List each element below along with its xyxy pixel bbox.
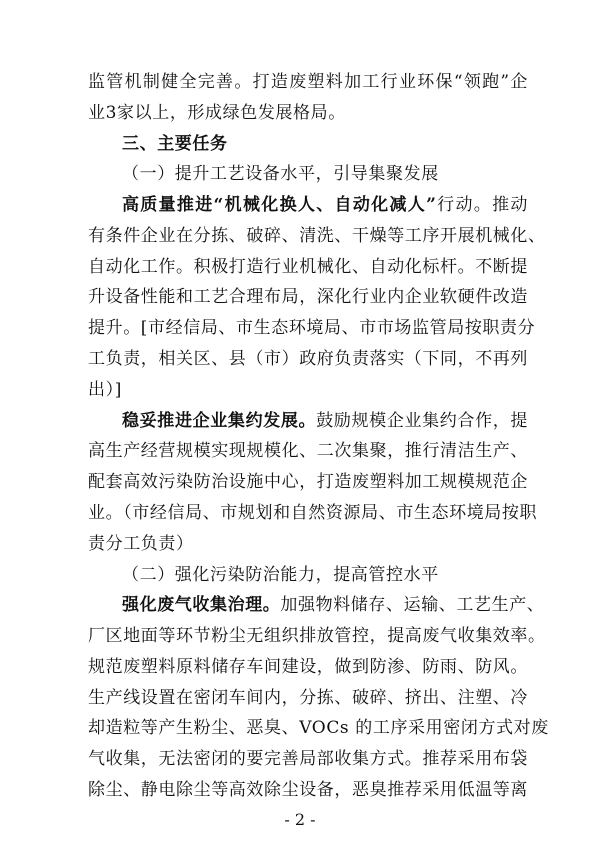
paragraph-3-line-2: 厂区地面等环节粉尘无组织排放管控，提高废气收集效率。: [88, 626, 546, 647]
paragraph-1-line-4: 升设备性能和工艺合理布局，深化行业内企业软硬件改造: [88, 287, 528, 308]
paragraph-1-lead: 高质量推进“机械化换人、自动化减人”: [122, 195, 437, 216]
paragraph-3-line-4: 生产线设置在密闭车间内，分拣、破碎、挤出、注塑、冷: [88, 687, 528, 708]
paragraph-1-line-1: [122, 195, 528, 215]
paragraph-3-line-6: 气收集，无法密闭的要完善局部收集方式。推荐采用布袋: [88, 749, 528, 770]
paragraph-1-line-5: 提升。[市经信局、市生态环境局、市市场监管局按职责分: [88, 318, 536, 339]
paragraph-2-line-5: 责分工负责）: [88, 533, 194, 554]
paragraph-1-line-3: 自动化工作。积极打造行业机械化、自动化标杆。不断提: [88, 256, 528, 277]
paragraph-2-line-3: 配套高效污染防治设施中心，打造废塑料加工规模规范企: [88, 472, 528, 493]
subsection-heading-1: （一）提升工艺设备水平，引导集聚发展: [122, 164, 439, 185]
paragraph-1-line-7: 出）]: [88, 379, 122, 400]
paragraph-1-line-6: 工负责，相关区、县（市）政府负责落实（下同，不再列: [88, 349, 528, 370]
paragraph-2-line-4: 业。（市经信局、市规划和自然资源局、市生态环境局按职: [88, 502, 538, 523]
paragraph-2-line-2: 高生产经营规模实现规模化、二次集聚，推行清洁生产、: [88, 441, 528, 462]
text-line-1: 监管机制健全完善。打造废塑料加工行业环保“领跑”企: [88, 72, 528, 92]
paragraph-3-lead-rest: 加强物料储存、运输、工艺生产、: [280, 595, 545, 616]
paragraph-3-lead: 强化废气收集治理。: [122, 595, 281, 616]
paragraph-3-line-3: 规范废塑料原料储存车间建设，做到防渗、防雨、防风。: [88, 656, 528, 677]
paragraph-2-lead-rest: 鼓励规模企业集约合作，提: [316, 410, 528, 431]
paragraph-2-lead: 稳妥推进企业集约发展。: [122, 410, 317, 431]
paragraph-3-line-5: 却造粒等产生粉尘、恶臭、VOCs 的工序采用密闭方式对废: [88, 718, 549, 739]
text-line-2: 业3家以上，形成绿色发展格局。: [88, 102, 346, 123]
paragraph-1-line-2: 有条件企业在分拣、破碎、清洗、干燥等工序开展机械化、: [88, 225, 546, 246]
paragraph-1-lead-rest: 行动。推动: [436, 195, 529, 216]
subsection-heading-2: （二）强化污染防治能力，提高管控水平: [122, 564, 439, 585]
paragraph-3-line-1: [122, 595, 545, 616]
section-heading-main-tasks: 三、主要任务: [122, 133, 228, 154]
paragraph-2-line-1: [122, 411, 528, 431]
paragraph-3-line-7: 除尘、静电除尘等高效除尘设备，恶臭推荐采用低温等离: [88, 780, 528, 800]
page-number: - 2 -: [284, 810, 316, 829]
